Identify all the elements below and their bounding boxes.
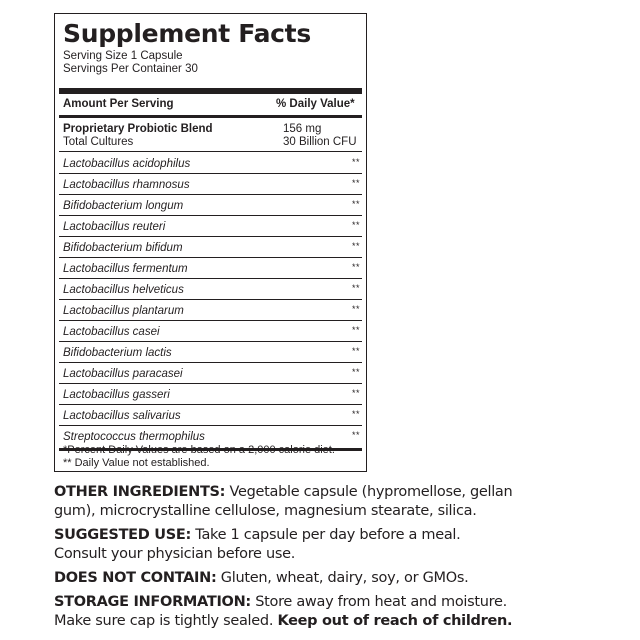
thick-divider: [59, 88, 362, 94]
storage-text: Store away from heat and moisture.: [250, 594, 507, 610]
strain-row: [63, 240, 360, 256]
suggested-use-text-continued: Consult your physician before use.: [54, 546, 296, 562]
cultures-label: Total Cultures: [63, 136, 134, 148]
strain-daily-value: **: [351, 178, 360, 188]
cultures-amount: 30 Billion CFU: [283, 136, 357, 148]
strain-row: [63, 303, 360, 319]
strain-name: Lactobacillus helveticus: [63, 284, 184, 296]
storage-information: [54, 593, 634, 631]
strain-daily-value: **: [351, 430, 360, 440]
other-ingredients-text-continued: gum), microcrystalline cellulose, magnesium stearate, silica.: [54, 503, 477, 519]
strain-daily-value: **: [351, 199, 360, 209]
suggested-use-label: SUGGESTED USE:: [54, 527, 191, 543]
strain-row: [63, 198, 360, 214]
strain-name: Lactobacillus casei: [63, 326, 160, 338]
does-not-contain-text: Gluten, wheat, dairy, soy, or GMOs.: [216, 570, 469, 586]
strain-row: [63, 366, 360, 382]
amount-per-serving-label: Amount Per Serving: [63, 98, 174, 110]
strain-name: Bifidobacterium lactis: [63, 347, 172, 359]
supplement-facts-panel: [54, 13, 367, 472]
strain-name: Lactobacillus salivarius: [63, 410, 181, 422]
strain-daily-value: **: [351, 304, 360, 314]
strain-row: [63, 429, 360, 445]
strain-row: [63, 156, 360, 172]
strain-row: [63, 324, 360, 340]
storage-warning: Keep out of reach of children.: [277, 613, 513, 629]
row-divider: [59, 299, 362, 300]
blend-name: Proprietary Probiotic Blend: [63, 123, 213, 135]
strain-name: Lactobacillus reuteri: [63, 221, 166, 233]
strain-row: [63, 387, 360, 403]
row-divider: [59, 151, 362, 152]
strain-name: Lactobacillus paracasei: [63, 368, 183, 380]
strain-daily-value: **: [351, 262, 360, 272]
strain-daily-value: **: [351, 283, 360, 293]
strain-row: [63, 219, 360, 235]
storage-label: STORAGE INFORMATION:: [54, 594, 251, 610]
strain-name: Lactobacillus fermentum: [63, 263, 188, 275]
blend-amount: 156 mg: [283, 123, 322, 135]
row-divider: [59, 383, 362, 384]
strain-row: [63, 261, 360, 277]
does-not-contain-label: DOES NOT CONTAIN:: [54, 570, 217, 586]
row-divider: [59, 215, 362, 216]
facts-title: Supplement Facts: [63, 19, 311, 48]
row-divider: [59, 173, 362, 174]
row-divider: [59, 236, 362, 237]
row-divider: [59, 425, 362, 426]
strain-daily-value: **: [351, 241, 360, 251]
row-divider: [59, 362, 362, 363]
servings-per-container: Servings Per Container 30: [63, 63, 198, 75]
footnote-not-established: ** Daily Value not established.: [63, 457, 210, 469]
strain-daily-value: **: [351, 220, 360, 230]
strain-daily-value: **: [351, 409, 360, 419]
other-ingredients-label: OTHER INGREDIENTS:: [54, 484, 226, 500]
strain-daily-value: **: [351, 388, 360, 398]
row-divider: [59, 341, 362, 342]
strain-daily-value: **: [351, 367, 360, 377]
suggested-use: [54, 526, 634, 564]
footnote-daily-values: *Percent Daily Values are based on a 2,000 calorie diet.: [63, 444, 335, 456]
storage-text-continued: Make sure cap is tightly sealed.: [54, 613, 278, 629]
strain-name: Lactobacillus rhamnosus: [63, 179, 190, 191]
strain-row: [63, 282, 360, 298]
strain-name: Bifidobacterium bifidum: [63, 242, 183, 254]
strain-daily-value: **: [351, 157, 360, 167]
strain-name: Streptococcus thermophilus: [63, 431, 205, 443]
strain-daily-value: **: [351, 346, 360, 356]
other-ingredients-text: Vegetable capsule (hypromellose, gellan: [225, 484, 513, 500]
strain-name: Bifidobacterium longum: [63, 200, 184, 212]
does-not-contain: [54, 569, 634, 588]
strain-daily-value: **: [351, 325, 360, 335]
row-divider: [59, 320, 362, 321]
strain-row: [63, 177, 360, 193]
other-ingredients: [54, 483, 634, 521]
header-divider: [59, 115, 362, 118]
strain-name: Lactobacillus acidophilus: [63, 158, 191, 170]
strain-name: Lactobacillus plantarum: [63, 305, 184, 317]
row-divider: [59, 404, 362, 405]
suggested-use-text: Take 1 capsule per day before a meal.: [190, 527, 461, 543]
strain-row: [63, 345, 360, 361]
row-divider: [59, 194, 362, 195]
strain-name: Lactobacillus gasseri: [63, 389, 170, 401]
strain-row: [63, 408, 360, 424]
serving-size: Serving Size 1 Capsule: [63, 50, 183, 62]
row-divider: [59, 278, 362, 279]
row-divider: [59, 257, 362, 258]
daily-value-label: % Daily Value*: [276, 98, 355, 110]
